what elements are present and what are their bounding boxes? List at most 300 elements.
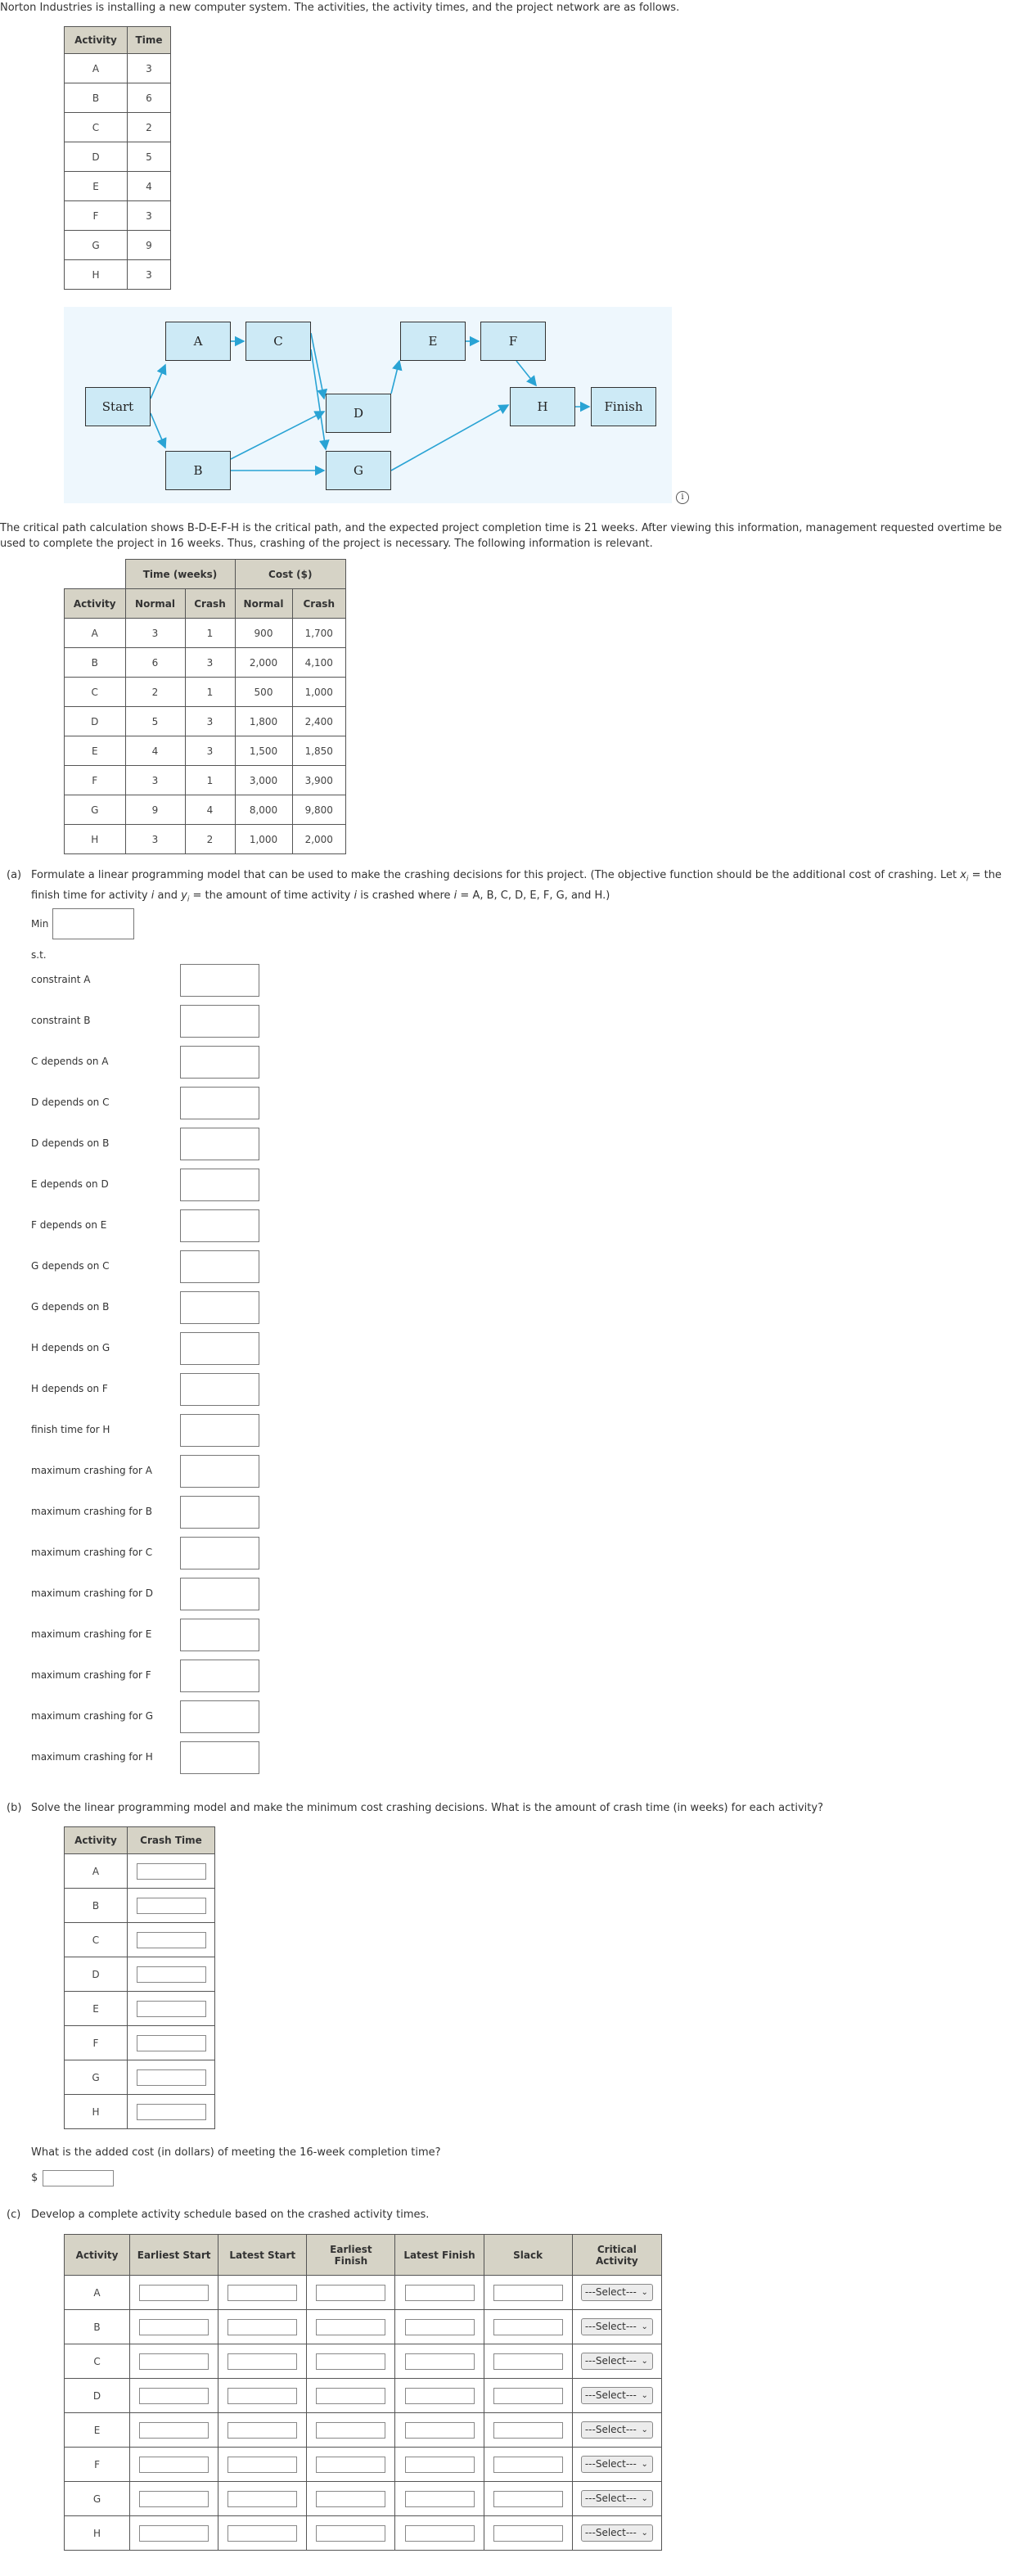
part-c-letter: (c) (7, 2209, 21, 2221)
activity-cell: A (65, 54, 128, 83)
chevron-down-icon: ⌄ (641, 2322, 648, 2331)
chevron-down-icon: ⌄ (641, 2425, 648, 2434)
normal-cost-cell: 2,000 (235, 648, 292, 678)
constraint-input[interactable] (180, 1455, 259, 1488)
earliest-start-input[interactable] (139, 2525, 209, 2542)
part-b-letter: (b) (7, 1802, 22, 1814)
table-row (65, 172, 171, 201)
col-header-latest-finish: Latest Finish (395, 2235, 484, 2276)
crash-time-input[interactable] (137, 2001, 206, 2017)
crash-time-cell (128, 1957, 215, 1992)
select-placeholder: ---Select--- (584, 2321, 637, 2332)
activity-cell: D (65, 707, 126, 736)
col-header-slack: Slack (484, 2235, 572, 2276)
table-row (65, 736, 346, 766)
time-cell: 6 (128, 83, 171, 113)
crash-time-cell (128, 2026, 215, 2060)
normal-time-cell: 6 (125, 648, 185, 678)
normal-cost-cell: 500 (235, 678, 292, 707)
project-network-diagram (64, 307, 672, 503)
slack-input[interactable] (493, 2353, 563, 2370)
schedule-cell (395, 2276, 484, 2310)
critical-activity-select[interactable] (581, 2318, 653, 2335)
constraint-input[interactable] (180, 1128, 259, 1160)
crash-time-cell (128, 1889, 215, 1923)
normal-time-cell: 3 (125, 825, 185, 854)
node-start: Start (85, 387, 151, 426)
crash-time-cell (128, 2060, 215, 2095)
time-cell: 3 (128, 260, 171, 290)
constraint-input[interactable] (180, 1537, 259, 1569)
time-cell: 2 (128, 113, 171, 142)
col-header-cost-normal: Normal (235, 589, 292, 619)
crash-cost-cell: 3,900 (292, 766, 346, 795)
constraint-input[interactable] (180, 1741, 259, 1774)
info-icon[interactable]: i (676, 491, 689, 504)
schedule-cell (218, 2482, 307, 2516)
normal-cost-cell: 1,500 (235, 736, 292, 766)
earliest-start-input[interactable] (139, 2422, 209, 2439)
chevron-down-icon: ⌄ (641, 2357, 648, 2366)
activity-cell: C (65, 113, 128, 142)
schedule-cell (130, 2413, 218, 2448)
critical-activity-select[interactable] (581, 2524, 653, 2542)
table-row (65, 83, 171, 113)
earliest-finish-input[interactable] (316, 2525, 385, 2542)
crash-time-cell (128, 1854, 215, 1889)
latest-finish-input[interactable] (405, 2422, 475, 2439)
constraint-input[interactable] (180, 1209, 259, 1242)
table-row (65, 2448, 662, 2482)
schedule-cell (218, 2516, 307, 2551)
table-row (65, 2095, 215, 2129)
crash-time-cell: 3 (185, 736, 235, 766)
schedule-cell (395, 2344, 484, 2379)
schedule-cell (130, 2276, 218, 2310)
table-row (65, 260, 171, 290)
critical-activity-cell (572, 2379, 661, 2413)
latest-start-input[interactable] (227, 2285, 297, 2301)
chevron-down-icon: ⌄ (641, 2288, 648, 2297)
latest-start-input[interactable] (227, 2422, 297, 2439)
network-arrow (311, 349, 326, 449)
crash-time-cell: 1 (185, 619, 235, 648)
normal-time-cell: 5 (125, 707, 185, 736)
earliest-finish-input[interactable] (316, 2422, 385, 2439)
crash-time-cell: 3 (185, 648, 235, 678)
table-row (65, 54, 171, 83)
part-a-question (31, 867, 1005, 907)
constraint-label: maximum crashing for G (31, 1710, 154, 1722)
constraint-label: D depends on B (31, 1137, 110, 1149)
activity-cell: E (65, 1992, 128, 2026)
constraint-input[interactable] (180, 1578, 259, 1610)
constraint-input[interactable] (180, 1373, 259, 1406)
table-row (65, 2026, 215, 2060)
normal-time-cell: 3 (125, 619, 185, 648)
schedule-cell (395, 2413, 484, 2448)
schedule-cell (307, 2413, 395, 2448)
earliest-start-input[interactable] (139, 2285, 209, 2301)
part-a-text-6: = A, B, C, D, E, F, G, and H.) (457, 889, 610, 902)
latest-start-input[interactable] (227, 2491, 297, 2507)
activity-cell: H (65, 2095, 128, 2129)
crash-time-input[interactable] (137, 2069, 206, 2086)
crash-time-cell: 2 (185, 825, 235, 854)
activity-cell: C (65, 1923, 128, 1957)
table-row (65, 2276, 662, 2310)
time-cell: 5 (128, 142, 171, 172)
schedule-cell (484, 2516, 572, 2551)
activity-cell: A (65, 1854, 128, 1889)
crash-cost-cell: 2,000 (292, 825, 346, 854)
var-x: x (960, 869, 966, 881)
part-a-text-5: is crashed where (357, 889, 454, 902)
part-a-text-3: and (154, 889, 182, 902)
schedule-cell (307, 2516, 395, 2551)
crashing-data-table (64, 559, 346, 854)
critical-activity-cell (572, 2310, 661, 2344)
table-row (65, 1854, 215, 1889)
col-header-crash-time: Crash Time (128, 1827, 215, 1854)
crash-time-input[interactable] (137, 1932, 206, 1948)
added-cost-question: What is the added cost (in dollars) of meeting the 16-week completion time? (31, 2146, 441, 2159)
crash-time-cell: 3 (185, 707, 235, 736)
intro-text: Norton Industries is installing a new computer system. The activities, the activity times, and the project network are as follows. (0, 2, 680, 14)
slack-input[interactable] (493, 2525, 563, 2542)
schedule-cell (307, 2448, 395, 2482)
time-cell: 9 (128, 231, 171, 260)
latest-start-input[interactable] (227, 2388, 297, 2404)
constraint-input[interactable] (180, 1414, 259, 1447)
table-row (65, 2310, 662, 2344)
select-placeholder: ---Select--- (584, 2527, 637, 2538)
activity-cell: F (65, 2026, 128, 2060)
schedule-cell (484, 2413, 572, 2448)
col-header-time: Time (128, 27, 171, 54)
activity-cell: F (65, 201, 128, 231)
slack-input[interactable] (493, 2319, 563, 2335)
constraint-input[interactable] (180, 1291, 259, 1324)
crash-time-cell: 1 (185, 766, 235, 795)
col-header-activity: Activity (65, 589, 126, 619)
col-header-activity: Activity (65, 1827, 128, 1854)
col-header-time-normal: Normal (125, 589, 185, 619)
constraint-input[interactable] (180, 1087, 259, 1119)
critical-activity-select[interactable] (581, 2490, 653, 2507)
constraint-input[interactable] (180, 1169, 259, 1201)
activity-cell: H (65, 2516, 130, 2551)
constraint-label: maximum crashing for H (31, 1751, 153, 1763)
table-row (65, 113, 171, 142)
constraint-label: maximum crashing for D (31, 1587, 153, 1599)
normal-time-cell: 2 (125, 678, 185, 707)
crash-time-cell (128, 1992, 215, 2026)
schedule-cell (218, 2413, 307, 2448)
constraint-input[interactable] (180, 1700, 259, 1733)
slack-input[interactable] (493, 2457, 563, 2473)
earliest-start-input[interactable] (139, 2388, 209, 2404)
schedule-cell (307, 2310, 395, 2344)
min-label: Min (31, 918, 49, 930)
node-c: C (245, 322, 311, 361)
activity-cell: A (65, 619, 126, 648)
activity-cell: F (65, 766, 126, 795)
time-cell: 3 (128, 54, 171, 83)
part-a-text-2: = the finish time for activity (31, 869, 1002, 902)
time-cell: 3 (128, 201, 171, 231)
var-y-sub: i (187, 895, 190, 904)
crash-time-table (64, 1826, 215, 2129)
chevron-down-icon: ⌄ (641, 2460, 648, 2469)
constraint-input[interactable] (180, 1332, 259, 1365)
blank-header (65, 560, 126, 589)
schedule-cell (130, 2448, 218, 2482)
group-header-cost: Cost ($) (235, 560, 346, 589)
crash-cost-cell: 4,100 (292, 648, 346, 678)
latest-finish-input[interactable] (405, 2319, 475, 2335)
node-h: H (510, 387, 575, 426)
activity-time-table (64, 26, 171, 290)
schedule-cell (218, 2379, 307, 2413)
network-arrow (391, 361, 399, 394)
activity-cell: F (65, 2448, 130, 2482)
crash-time-input[interactable] (137, 1966, 206, 1983)
schedule-cell (395, 2482, 484, 2516)
activity-cell: D (65, 2379, 130, 2413)
table-row (65, 2379, 662, 2413)
activity-schedule-table (64, 2234, 662, 2551)
activity-cell: G (65, 2060, 128, 2095)
table-row (65, 1889, 215, 1923)
network-arrow (516, 361, 536, 385)
crash-time-cell (128, 2095, 215, 2129)
crash-cost-cell: 1,850 (292, 736, 346, 766)
constraint-label: maximum crashing for B (31, 1506, 152, 1517)
select-placeholder: ---Select--- (584, 2286, 637, 2298)
crash-time-input[interactable] (137, 2035, 206, 2051)
constraint-label: maximum crashing for C (31, 1547, 153, 1558)
activity-cell: H (65, 825, 126, 854)
constraint-label: C depends on A (31, 1056, 109, 1067)
constraint-input[interactable] (180, 1619, 259, 1651)
latest-start-input[interactable] (227, 2525, 297, 2542)
select-placeholder: ---Select--- (584, 2493, 637, 2504)
network-arrow (151, 413, 165, 448)
node-b: B (165, 451, 231, 490)
table-row (65, 648, 346, 678)
table-row (65, 2344, 662, 2379)
schedule-cell (130, 2310, 218, 2344)
schedule-cell (130, 2516, 218, 2551)
schedule-cell (395, 2310, 484, 2344)
table-row (65, 707, 346, 736)
table-row (65, 1992, 215, 2026)
table-row (65, 2413, 662, 2448)
constraint-label: G depends on C (31, 1260, 110, 1272)
activity-cell: B (65, 1889, 128, 1923)
crash-time-input[interactable] (137, 1863, 206, 1880)
schedule-cell (130, 2482, 218, 2516)
col-header-cost-crash: Crash (292, 589, 346, 619)
earliest-start-input[interactable] (139, 2491, 209, 2507)
constraint-input[interactable] (180, 964, 259, 997)
col-header-activity: Activity (65, 2235, 130, 2276)
objective-input[interactable] (52, 908, 134, 939)
earliest-finish-input[interactable] (316, 2388, 385, 2404)
latest-finish-input[interactable] (405, 2491, 475, 2507)
activity-cell: D (65, 142, 128, 172)
critical-activity-cell (572, 2448, 661, 2482)
var-i-3: i (453, 889, 457, 902)
earliest-finish-input[interactable] (316, 2491, 385, 2507)
constraint-label: H depends on G (31, 1342, 110, 1353)
critical-activity-select[interactable] (581, 2353, 653, 2370)
col-header-activity: Activity (65, 27, 128, 54)
activity-cell: C (65, 678, 126, 707)
schedule-cell (484, 2482, 572, 2516)
schedule-cell (218, 2448, 307, 2482)
schedule-cell (307, 2482, 395, 2516)
constraint-label: G depends on B (31, 1301, 110, 1313)
normal-cost-cell: 900 (235, 619, 292, 648)
critical-activity-cell (572, 2276, 661, 2310)
activity-cell: B (65, 2310, 130, 2344)
part-a-letter: (a) (7, 869, 22, 881)
constraint-label: E depends on D (31, 1178, 109, 1190)
node-d: D (326, 394, 391, 433)
activity-cell: E (65, 2413, 130, 2448)
earliest-finish-input[interactable] (316, 2285, 385, 2301)
constraint-label: maximum crashing for F (31, 1669, 151, 1681)
part-b-question: Solve the linear programming model and make the minimum cost crashing decisions. What is the amount of crash time (in weeks) for each activity? (31, 1802, 823, 1814)
activity-cell: H (65, 260, 128, 290)
slack-input[interactable] (493, 2491, 563, 2507)
normal-cost-cell: 8,000 (235, 795, 292, 825)
critical-activity-select[interactable] (581, 2456, 653, 2473)
node-f: F (480, 322, 546, 361)
critical-path-text: The critical path calculation shows B-D-E-F-H is the critical path, and the expected project completion time is 21 weeks. After viewing this information, management requested overtime be used to complete the project in 16 weeks. Thus, crashing of the project is necessary. The following information is relevant. (0, 522, 1002, 550)
st-label: s.t. (31, 949, 47, 961)
constraint-label: D depends on C (31, 1097, 110, 1108)
constraint-label: H depends on F (31, 1383, 108, 1394)
time-cell: 4 (128, 172, 171, 201)
constraint-label: constraint B (31, 1015, 91, 1026)
slack-input[interactable] (493, 2422, 563, 2439)
latest-finish-input[interactable] (405, 2457, 475, 2473)
crash-time-cell: 1 (185, 678, 235, 707)
network-arrow (391, 405, 508, 471)
latest-start-input[interactable] (227, 2353, 297, 2370)
col-header-earliest-finish: Earliest Finish (307, 2235, 395, 2276)
table-row (65, 619, 346, 648)
schedule-cell (307, 2379, 395, 2413)
critical-activity-select[interactable] (581, 2284, 653, 2301)
earliest-start-input[interactable] (139, 2353, 209, 2370)
latest-finish-input[interactable] (405, 2285, 475, 2301)
schedule-cell (484, 2379, 572, 2413)
constraint-label: maximum crashing for E (31, 1628, 152, 1640)
earliest-finish-input[interactable] (316, 2319, 385, 2335)
var-i-1: i (151, 889, 155, 902)
crash-cost-cell: 2,400 (292, 707, 346, 736)
schedule-cell (484, 2448, 572, 2482)
chevron-down-icon: ⌄ (641, 2391, 648, 2400)
var-i-2: i (354, 889, 358, 902)
schedule-cell (218, 2344, 307, 2379)
schedule-cell (484, 2344, 572, 2379)
table-row (65, 1957, 215, 1992)
table-row (65, 142, 171, 172)
activity-cell: G (65, 231, 128, 260)
activity-cell: B (65, 83, 128, 113)
dollar-sign: $ (31, 2172, 38, 2184)
latest-finish-input[interactable] (405, 2353, 475, 2370)
select-placeholder: ---Select--- (584, 2389, 637, 2401)
critical-activity-select[interactable] (581, 2421, 653, 2439)
earliest-finish-input[interactable] (316, 2457, 385, 2473)
network-arrow (231, 412, 324, 459)
activity-cell: G (65, 795, 126, 825)
schedule-cell (395, 2379, 484, 2413)
node-finish: Finish (591, 387, 656, 426)
crash-time-input[interactable] (137, 2104, 206, 2120)
latest-finish-input[interactable] (405, 2525, 475, 2542)
added-cost-input[interactable] (43, 2170, 114, 2186)
constraint-input[interactable] (180, 1046, 259, 1079)
node-g: G (326, 451, 391, 490)
constraint-input[interactable] (180, 1496, 259, 1529)
critical-activity-cell (572, 2413, 661, 2448)
latest-finish-input[interactable] (405, 2388, 475, 2404)
table-row (65, 201, 171, 231)
slack-input[interactable] (493, 2388, 563, 2404)
earliest-finish-input[interactable] (316, 2353, 385, 2370)
part-a-text-4: = the amount of time activity (189, 889, 354, 902)
normal-cost-cell: 3,000 (235, 766, 292, 795)
constraint-input[interactable] (180, 1005, 259, 1038)
table-row (65, 1923, 215, 1957)
latest-start-input[interactable] (227, 2457, 297, 2473)
table-row (65, 231, 171, 260)
earliest-start-input[interactable] (139, 2319, 209, 2335)
schedule-cell (484, 2276, 572, 2310)
group-header-time: Time (weeks) (125, 560, 235, 589)
var-x-sub: i (966, 875, 969, 884)
activity-cell: A (65, 2276, 130, 2310)
latest-start-input[interactable] (227, 2319, 297, 2335)
critical-activity-select[interactable] (581, 2387, 653, 2404)
schedule-cell (218, 2310, 307, 2344)
schedule-cell (307, 2276, 395, 2310)
activity-cell: G (65, 2482, 130, 2516)
critical-activity-cell (572, 2482, 661, 2516)
crash-time-cell (128, 1923, 215, 1957)
activity-cell: E (65, 736, 126, 766)
critical-activity-cell (572, 2516, 661, 2551)
part-a-text-1: Formulate a linear programming model that can be used to make the crashing decisions for this project. (The objective function should be the additional cost of crashing. Let (31, 869, 961, 881)
slack-input[interactable] (493, 2285, 563, 2301)
part-c-question: Develop a complete activity schedule based on the crashed activity times. (31, 2209, 430, 2221)
crash-cost-cell: 1,000 (292, 678, 346, 707)
crash-time-input[interactable] (137, 1898, 206, 1914)
crash-time-cell: 4 (185, 795, 235, 825)
select-placeholder: ---Select--- (584, 2424, 637, 2435)
constraint-input[interactable] (180, 1660, 259, 1692)
normal-time-cell: 4 (125, 736, 185, 766)
earliest-start-input[interactable] (139, 2457, 209, 2473)
constraint-input[interactable] (180, 1250, 259, 1283)
